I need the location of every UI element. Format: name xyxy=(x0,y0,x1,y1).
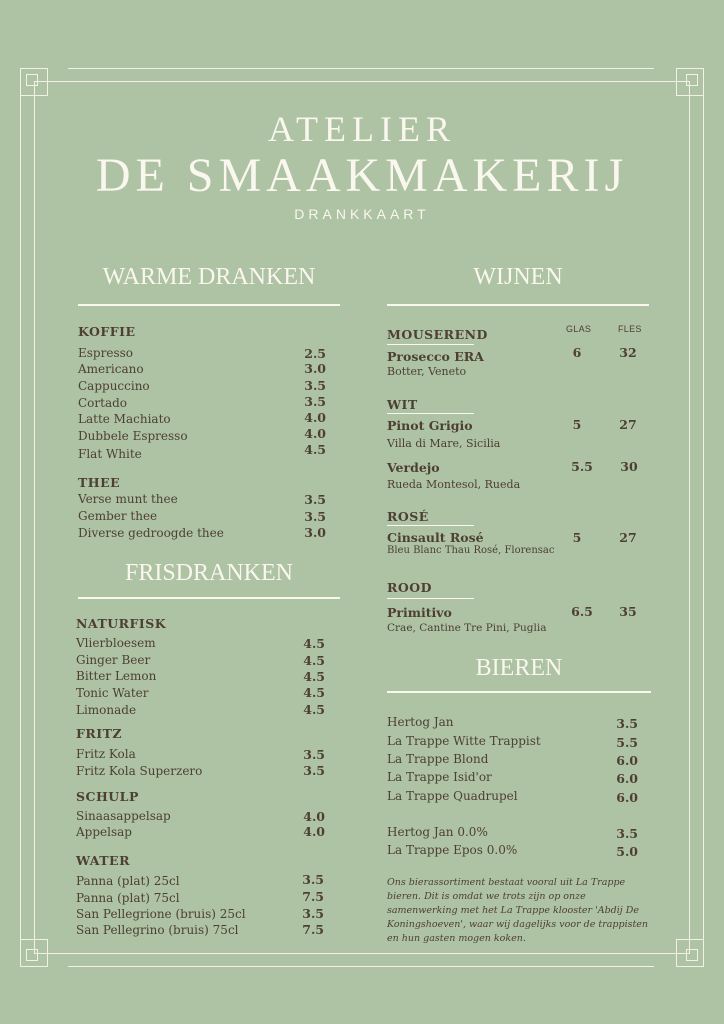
menu-price: 4.0 xyxy=(303,824,325,839)
header-title: DE SMAAKMAKERIJ xyxy=(95,149,629,202)
beer-item: Hertog Jan 0.0% xyxy=(387,825,488,839)
wine-name: Pinot Grigio xyxy=(387,418,473,433)
wine-origin: Rueda Montesol, Rueda xyxy=(387,478,521,491)
category-naturfisk: NATURFISK xyxy=(76,616,167,631)
menu-price: 4.5 xyxy=(303,636,325,651)
menu-price: 4.5 xyxy=(304,442,326,457)
menu-item: Latte Machiato xyxy=(78,412,171,426)
menu-price: 4.5 xyxy=(303,653,325,668)
category-underline xyxy=(387,598,474,599)
menu-price: 2.5 xyxy=(304,346,326,361)
category-koffie: KOFFIE xyxy=(78,324,136,339)
menu-item: Tonic Water xyxy=(76,686,149,700)
beer-item: La Trappe Isid'or xyxy=(387,770,492,784)
menu-item: San Pellegrione (bruis) 25cl xyxy=(76,907,246,921)
category-thee: THEE xyxy=(78,475,121,490)
section-title-wijnen: WIJNEN xyxy=(473,264,563,290)
menu-price: 3.5 xyxy=(304,492,326,507)
menu-item: Sinaasappelsap xyxy=(76,809,171,823)
menu-price: 3.5 xyxy=(303,763,325,778)
menu-price: 4.5 xyxy=(303,702,325,717)
section-title-bieren: BIEREN xyxy=(475,655,563,681)
menu-price: 7.5 xyxy=(302,889,324,904)
wine-glass-price: 6 xyxy=(572,345,582,360)
beer-item: La Trappe Epos 0.0% xyxy=(387,843,518,857)
wine-bottle-price: 35 xyxy=(619,604,637,619)
category-underline xyxy=(387,413,474,414)
corner-ornament-top-right xyxy=(676,68,704,96)
beer-price: 5.5 xyxy=(616,735,638,750)
menu-price: 4.5 xyxy=(303,669,325,684)
header-atelier: ATELIER xyxy=(268,109,456,149)
wine-glass-price: 5 xyxy=(572,530,582,545)
menu-price: 3.5 xyxy=(302,872,324,887)
menu-price: 3.5 xyxy=(304,378,326,393)
section-rule xyxy=(387,691,651,693)
beer-item: La Trappe Quadrupel xyxy=(387,789,518,803)
category-fritz: FRITZ xyxy=(76,726,123,741)
section-rule xyxy=(78,597,340,599)
category-wit: WIT xyxy=(387,397,418,412)
section-title-frisdranken: FRISDRANKEN xyxy=(124,560,294,586)
section-rule xyxy=(78,304,340,306)
category-underline xyxy=(387,344,474,345)
corner-ornament-top-left xyxy=(20,68,48,96)
wine-bottle-price: 32 xyxy=(619,345,637,360)
menu-item: Bitter Lemon xyxy=(76,669,157,683)
category-rose: ROSÉ xyxy=(387,509,429,524)
wine-name: Cinsault Rosé xyxy=(387,530,484,545)
menu-item: Fritz Kola xyxy=(76,747,136,761)
category-mouserend: MOUSEREND xyxy=(387,327,488,342)
menu-item: Vlierbloesem xyxy=(76,636,156,650)
beer-price: 6.0 xyxy=(616,771,638,786)
menu-price: 4.0 xyxy=(304,426,326,441)
menu-item: Verse munt thee xyxy=(78,492,178,506)
menu-item: Cappuccino xyxy=(78,379,150,393)
wine-origin: Botter, Veneto xyxy=(387,365,467,378)
header-subtitle: DRANKKAART xyxy=(294,206,430,222)
wine-origin: Bleu Blanc Thau Rosé, Florensac xyxy=(387,545,555,556)
menu-item: Fritz Kola Superzero xyxy=(76,764,203,778)
beer-item: Hertog Jan xyxy=(387,715,454,729)
wine-glass-price: 5 xyxy=(572,417,582,432)
menu-price: 4.0 xyxy=(303,809,325,824)
beer-price: 6.0 xyxy=(616,790,638,805)
menu-item: Gember thee xyxy=(78,509,158,523)
menu-price: 3.5 xyxy=(304,394,326,409)
wine-name: Verdejo xyxy=(387,460,440,475)
corner-ornament-bottom-left xyxy=(20,939,48,967)
wine-bottle-price: 30 xyxy=(620,459,638,474)
menu-item: Espresso xyxy=(78,346,133,360)
category-rood: ROOD xyxy=(387,580,433,595)
wine-glass-price: 5.5 xyxy=(571,459,593,474)
menu-price: 3.0 xyxy=(304,361,326,376)
menu-item: Panna (plat) 75cl xyxy=(76,891,180,905)
category-water: WATER xyxy=(76,853,130,868)
category-underline xyxy=(387,525,474,526)
menu-item: Cortado xyxy=(78,396,128,410)
beer-price: 6.0 xyxy=(616,753,638,768)
menu-price: 4.0 xyxy=(304,410,326,425)
menu-item: Diverse gedroogde thee xyxy=(78,526,224,540)
wine-origin: Villa di Mare, Sicilia xyxy=(387,437,501,450)
wine-glass-price: 6.5 xyxy=(571,604,593,619)
menu-item: Flat White xyxy=(78,447,142,461)
menu-item: Appelsap xyxy=(76,825,132,839)
beer-price: 3.5 xyxy=(616,826,638,841)
wine-bottle-price: 27 xyxy=(619,530,637,545)
beer-price: 3.5 xyxy=(616,716,638,731)
menu-item: Dubbele Espresso xyxy=(78,429,188,443)
menu-item: Limonade xyxy=(76,703,137,717)
menu-price: 3.5 xyxy=(303,747,325,762)
beer-item: La Trappe Witte Trappist xyxy=(387,734,541,748)
menu-price: 3.0 xyxy=(304,525,326,540)
menu-price: 3.5 xyxy=(304,509,326,524)
menu-item: Americano xyxy=(78,362,144,376)
section-rule xyxy=(387,304,649,306)
wine-name: Prosecco ERA xyxy=(387,349,484,364)
wine-name: Primitivo xyxy=(387,605,452,620)
menu-item: Panna (plat) 25cl xyxy=(76,874,180,888)
section-title-warme-dranken: WARME DRANKEN xyxy=(102,264,316,290)
beer-item: La Trappe Blond xyxy=(387,752,489,766)
menu-price: 3.5 xyxy=(302,906,324,921)
wine-bottle-price: 27 xyxy=(619,417,637,432)
beer-note: Ons bierassortiment bestaat vooral uit La Trappe bieren. Dit is omdat we trots zijn op onze samenwerking met het La Trappe klooster 'Abdij De Koningshoeven', waar wij dagelijks voor de trappisten en hun gasten mogen koken. xyxy=(387,877,649,944)
menu-item: San Pellegrino (bruis) 75cl xyxy=(76,923,239,937)
column-head-glas: GLAS xyxy=(566,324,592,334)
menu-item: Ginger Beer xyxy=(76,653,151,667)
corner-ornament-bottom-right xyxy=(676,939,704,967)
beer-price: 5.0 xyxy=(616,844,638,859)
category-schulp: SCHULP xyxy=(76,789,139,804)
menu-price: 4.5 xyxy=(303,685,325,700)
column-head-fles: FLES xyxy=(618,324,642,334)
menu-price: 7.5 xyxy=(302,922,324,937)
wine-origin: Crae, Cantine Tre Pini, Puglia xyxy=(387,622,547,634)
